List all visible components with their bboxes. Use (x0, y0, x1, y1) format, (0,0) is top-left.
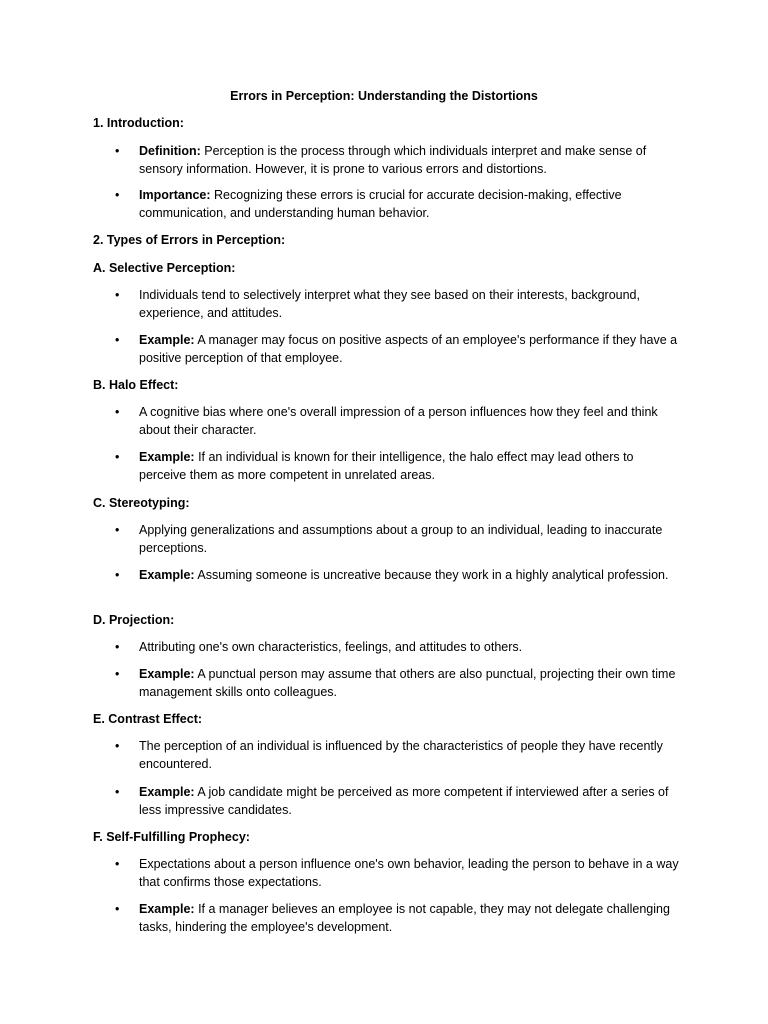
section-heading: 1. Introduction: (93, 116, 184, 130)
bullet-lead: Example: (139, 785, 195, 799)
bullet-text (139, 142, 680, 178)
bullet-marker: • (115, 902, 120, 916)
bullet-item (115, 331, 680, 367)
bullet-item (115, 521, 680, 557)
bullet-marker: • (115, 288, 120, 302)
bullet-marker: • (115, 640, 120, 654)
bullet-body: If a manager believes an employee is not capable, they may not delegate challenging tasks, hindering the employee's development. (139, 902, 670, 934)
bullet-item (115, 737, 680, 773)
bullet-item (115, 142, 680, 178)
bullet-marker: • (115, 405, 120, 419)
bullet-lead: Example: (139, 568, 195, 582)
bullet-text (139, 783, 680, 819)
bullet-item (115, 855, 680, 891)
bullet-body: Applying generalizations and assumptions about a group to an individual, leading to inaccurate perceptions. (139, 523, 663, 555)
bullet-item (115, 186, 680, 222)
bullet-text (139, 403, 680, 439)
bullet-text (139, 521, 680, 557)
bullet-body: If an individual is known for their intelligence, the halo effect may lead others to perceive them as more competent in unrelated areas. (139, 450, 634, 482)
bullet-marker: • (115, 450, 120, 464)
bullet-lead: Example: (139, 902, 195, 916)
bullet-marker: • (115, 188, 120, 202)
bullet-body: A cognitive bias where one's overall impression of a person influences how they feel and think about their character. (139, 405, 658, 437)
section-heading: A. Selective Perception: (93, 261, 236, 275)
bullet-text (139, 900, 680, 936)
bullet-item (115, 665, 680, 701)
section-heading: 2. Types of Errors in Perception: (93, 233, 286, 247)
bullet-body: The perception of an individual is influenced by the characteristics of people they have recently encountered. (139, 739, 663, 771)
bullet-item (115, 286, 680, 322)
bullet-text (139, 665, 680, 701)
bullet-lead: Definition: (139, 144, 201, 158)
bullet-lead: Example: (139, 450, 195, 464)
bullet-body: A job candidate might be perceived as more competent if interviewed after a series of less impressive candidates. (139, 785, 669, 817)
bullet-body: A manager may focus on positive aspects of an employee's performance if they have a positive perception of that employee. (139, 333, 678, 365)
bullet-body: Recognizing these errors is crucial for accurate decision-making, effective communication, and understanding human behavior. (139, 188, 622, 220)
bullet-marker: • (115, 523, 120, 537)
bullet-text (139, 286, 680, 322)
bullet-text (139, 855, 680, 891)
bullet-body: Individuals tend to selectively interpret what they see based on their interests, background, experience, and attitudes. (139, 288, 640, 320)
bullet-lead: Example: (139, 333, 195, 347)
document-title: Errors in Perception: Understanding the Distortions (230, 89, 538, 103)
section-heading: E. Contrast Effect: (93, 712, 203, 726)
bullet-item (115, 638, 680, 656)
bullet-text (139, 737, 680, 773)
bullet-text (139, 331, 680, 367)
section-heading: D. Projection: (93, 613, 175, 627)
bullet-marker: • (115, 144, 120, 158)
bullet-body: Expectations about a person influence one's own behavior, leading the person to behave in a way that confirms those expectations. (139, 857, 679, 889)
bullet-item (115, 448, 680, 484)
bullet-marker: • (115, 568, 120, 582)
bullet-marker: • (115, 667, 120, 681)
bullet-body: A punctual person may assume that others are also punctual, projecting their own time management skills onto colleagues. (139, 667, 676, 699)
bullet-item (115, 566, 680, 584)
section-heading: F. Self-Fulfilling Prophecy: (93, 830, 250, 844)
bullet-body: Assuming someone is uncreative because they work in a highly analytical profession. (194, 568, 669, 582)
bullet-marker: • (115, 857, 120, 871)
bullet-body: Perception is the process through which individuals interpret and make sense of sensory information. However, it is prone to various errors and distortions. (139, 144, 647, 176)
bullet-item (115, 403, 680, 439)
bullet-item (115, 783, 680, 819)
bullet-marker: • (115, 333, 120, 347)
section-heading: C. Stereotyping: (93, 496, 190, 510)
bullet-text (139, 566, 680, 584)
bullet-marker: • (115, 785, 120, 799)
bullet-body: Attributing one's own characteristics, feelings, and attitudes to others. (139, 640, 523, 654)
section-heading: B. Halo Effect: (93, 378, 179, 392)
bullet-lead: Example: (139, 667, 195, 681)
bullet-text (139, 638, 680, 656)
bullet-marker: • (115, 739, 120, 753)
bullet-text (139, 186, 680, 222)
bullet-text (139, 448, 680, 484)
bullet-item (115, 900, 680, 936)
bullet-lead: Importance: (139, 188, 211, 202)
